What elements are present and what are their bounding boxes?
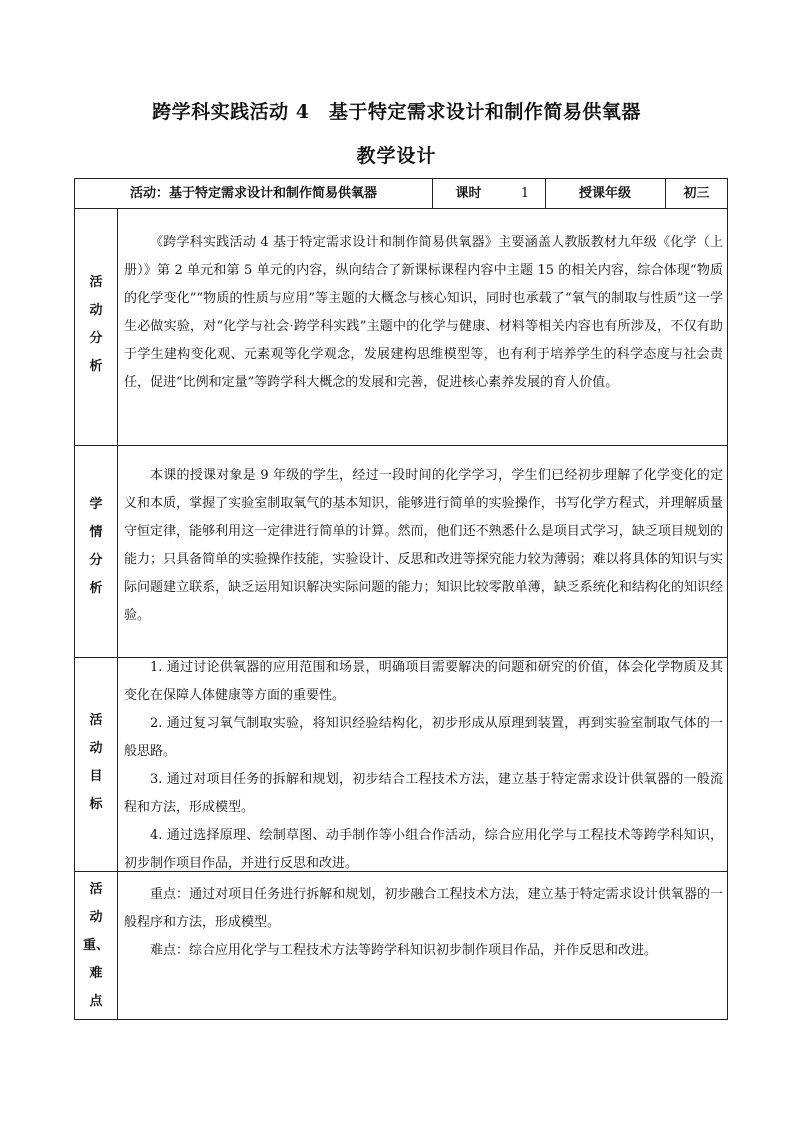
grade-label: 授课年级 (578, 186, 631, 201)
activity-goals-text (118, 654, 727, 878)
student-analysis-text: 本课的授课对象是 9 年级的学生，经过一段时间的化学学习，学生们已经初步理解了化学变化的定义和本质，掌握了实验室制取氧气的基本知识，能够进行简单的实验操作，书写化学方程式，并理解质量守恒定律，能够利用这一定律进行简单的计算。然而，他们还不熟悉什么是项目式学习，缺乏项目规划的能力；只具备简单的实验操作技能，实验设计、反思和改进等探究能力较为薄弱；难以将具体的知识与实际问题建立联系，缺乏运用知识解决实际问题的能力；知识比较零散单薄，缺乏系统化和结构化的知识经验。 (124, 468, 723, 623)
document-title: 跨学科实践活动 4 基于特定需求设计和制作简易供氧器 (152, 101, 641, 123)
activity-name-cell: 活动：基于特定需求设计和制作简易供氧器 (129, 186, 377, 201)
difficult-point: 难点：综合应用化学与工程技术方法等跨学科知识初步制作项目作品，并作反思和改进。 (150, 943, 658, 958)
hours-value: 1 (520, 186, 530, 201)
goal-item: 4. 通过选择原理、绘制草图、动手制作等小组合作活动，综合应用化学与工程技术等跨学科知识，初步制作项目作品，并进行反思和改进。 (124, 828, 723, 871)
goal-item: 3. 通过对项目任务的拆解和规划，初步结合工程技术方法，建立基于特定需求设计供氧器的一般流程和方法，形成模型。 (124, 772, 723, 815)
hours-label: 课时 (455, 186, 482, 201)
column-divider (545, 179, 546, 208)
section-label-student-analysis: 学 情 分 析 (89, 497, 103, 596)
section-label-activity-analysis: 活 动 分 析 (89, 275, 103, 374)
key-point: 重点：通过对项目任务进行拆解和规划，初步融合工程技术方法，建立基于特定需求设计供氧器的一般程序和方法，形成模型。 (124, 887, 723, 930)
activity-analysis-text: 《跨学科实践活动 4 基于特定需求设计和制作简易供氧器》主要涵盖人教版教材九年级《化学（上册）》第 2 单元和第 5 单元的内容，纵向结合了新课标课程内容中主题 15 的相关内容，综合体现“物质的化学变化”“物质的性质与应用”等主题的大概念与核心知识，同时也承载了“氧气的制取与性质”这一学生必做实验，对“化学与社会·跨学科实践”主题中的化学与健康、材料等相关内容也有所涉及，不仅有助于学生建构变化观、元素观等化学观念，发展建构思维模型等，也有利于培养学生的科学态度与社会责任，促进“比例和定量”等跨学科大概念的发展和完善，促进核心素养发展的育人价值。 (124, 235, 723, 390)
lesson-plan-table (74, 178, 728, 1020)
section-label-activity-goals: 活 动 目 标 (89, 713, 103, 812)
row-divider (75, 208, 727, 209)
document-subtitle: 教学设计 (356, 145, 437, 167)
section-label-key-points: 活 动 重、 难 点 (82, 882, 109, 1009)
row-divider (75, 445, 727, 446)
column-divider (665, 179, 666, 208)
key-points-text (118, 881, 727, 965)
column-divider (432, 179, 433, 208)
goal-item: 1. 通过讨论供氧器的应用范围和场景，明确项目需要解决的问题和研究的价值，体会化学物质及其变化在保障人体健康等方面的重要性。 (124, 660, 723, 703)
grade-value: 初三 (683, 186, 710, 201)
goal-item: 2. 通过复习氧气制取实验，将知识经验结构化，初步形成从原理到装置，再到实验室制取气体的一般思路。 (124, 716, 723, 759)
